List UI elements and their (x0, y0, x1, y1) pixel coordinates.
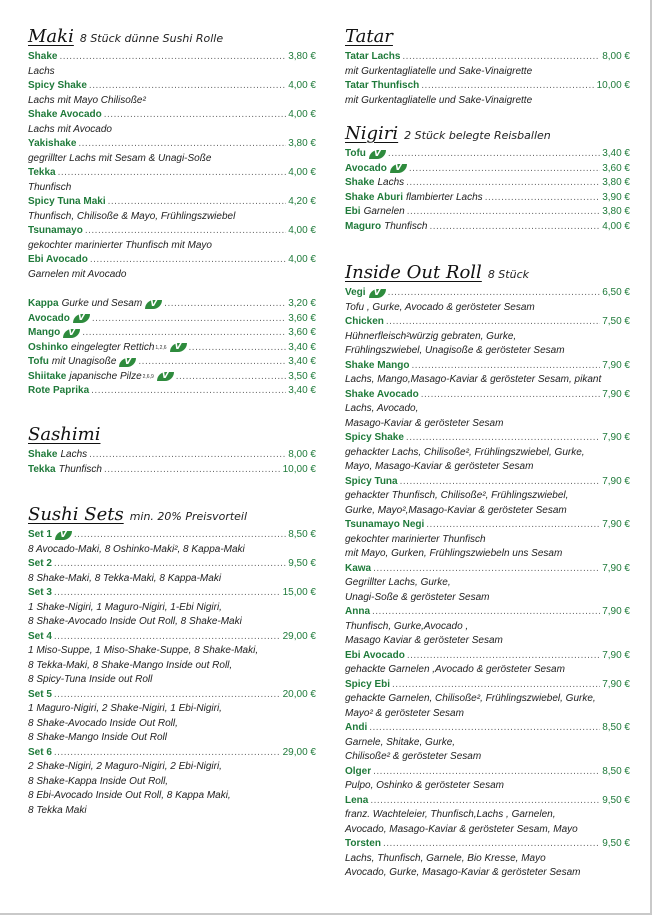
maki-vegetarian-list (28, 297, 316, 399)
leader-dots (426, 518, 600, 533)
item-short-desc: flambierter Lachs (405, 191, 483, 203)
item-name: Torsten (345, 838, 381, 849)
item-short-desc: Gurke und Sesam (61, 298, 143, 309)
leader-dots (407, 205, 600, 220)
menu-item-row (345, 765, 630, 780)
item-price: 7,50 € (602, 316, 630, 327)
leader-dots (54, 586, 281, 601)
leader-dots (421, 79, 594, 94)
leader-dots (409, 162, 600, 177)
item-description: Pulpo, Oshinko & gerösteter Sesam (345, 780, 504, 791)
leader-dots (104, 108, 286, 123)
leader-dots (54, 557, 286, 572)
leader-dots (407, 649, 600, 664)
menu-item-row (28, 630, 316, 645)
leader-dots (406, 176, 600, 191)
item-name: Spicy Shake (28, 80, 87, 91)
item-description: Gurke, Mayo²,Masago-Kaviar & gerösteter Sesam (345, 504, 567, 516)
menu-item-row (28, 297, 316, 312)
item-description: Avocado, Gurke, Masago-Kaviar & gerösteter Sesam (345, 867, 581, 878)
item-price: 3,80 € (602, 177, 630, 188)
menu-item-row (345, 475, 630, 490)
item-price: 3,60 € (602, 162, 630, 174)
item-price: 4,00 € (288, 109, 316, 120)
menu-item-row (345, 721, 630, 736)
item-price: 3,80 € (288, 51, 316, 62)
item-description: 8 Tekka Maki (28, 804, 87, 816)
item-name: Set 2 (28, 558, 52, 569)
leader-dots (54, 688, 281, 703)
item-description: Thunfisch, Chilisoße & Mayo, Frühlingszwiebel (28, 210, 236, 222)
menu-item-row (28, 312, 316, 327)
inside-out-title: Inside Out Roll (345, 262, 482, 283)
item-short-desc: Garnelen (363, 206, 405, 217)
item-name: Yakishake (28, 138, 77, 149)
sets-subtitle: min. 20% Preisvorteil (129, 510, 248, 523)
menu-item-row (345, 678, 630, 693)
item-name: Tekka (28, 463, 56, 475)
leader-dots (421, 388, 600, 403)
item-name: Spicy Shake (345, 432, 404, 443)
item-name: Maguro (345, 220, 382, 232)
item-price: 10,00 € (282, 463, 316, 475)
leader-dots (411, 359, 600, 374)
item-price: 3,60 € (288, 327, 316, 338)
sushi-sets-section (28, 504, 316, 818)
item-description: Mayo² & gerösteter Sesam (345, 707, 464, 719)
item-description: Thunfisch, Gurke,Avocado , (345, 620, 469, 632)
tatar-header (345, 26, 630, 50)
item-description: franz. Wachteleier, Thunfisch,Lachs , Garnelen, (345, 809, 556, 820)
menu-item-row (345, 359, 630, 374)
item-description: 8 Shake-Mango Inside Out Roll (28, 732, 167, 743)
item-price: 29,00 € (282, 630, 316, 642)
item-name: Set 3 (28, 587, 52, 598)
leader-dots (89, 79, 286, 94)
menu-item-row (28, 79, 316, 94)
item-price: 7,90 € (602, 475, 630, 487)
item-name: Set 1 (28, 529, 52, 540)
item-description: Masago Kaviar & gerösteter Sesam (345, 635, 503, 646)
item-price: 6,50 € (602, 287, 630, 298)
menu-item-row (28, 326, 316, 341)
item-name: Tatar Lachs (345, 51, 401, 62)
menu-item-row (345, 837, 630, 852)
item-price: 29,00 € (282, 746, 316, 758)
item-name: Kappa (28, 298, 59, 309)
item-name: Shiitake (28, 370, 67, 382)
menu-item-row (345, 388, 630, 403)
maki-header (28, 26, 316, 50)
item-price: 3,40 € (288, 341, 316, 353)
leader-dots (429, 220, 600, 235)
inside-out-header (345, 262, 630, 286)
menu-item-row (345, 315, 630, 330)
leader-dots (164, 297, 286, 312)
item-name: Set 4 (28, 630, 52, 642)
menu-item-row (28, 688, 316, 703)
item-description: mit Mayo, Gurken, Frühlingszwiebeln uns Sesam (345, 548, 563, 559)
vegetarian-icon (119, 358, 136, 367)
item-price: 7,90 € (602, 678, 630, 690)
menu-item-row (28, 195, 316, 210)
tatar-title: Tatar (345, 26, 393, 47)
leader-dots (108, 195, 287, 210)
item-name: Ebi Avocado (28, 254, 88, 265)
menu-item-row: Shiitake japanische Pilze 2,6,9 V ..... 3,50 € (28, 370, 316, 385)
sets-title: Sushi Sets (28, 504, 124, 525)
vegetarian-icon (145, 300, 162, 309)
item-description: gegrillter Lachs mit Sesam & Unagi-Soße (28, 152, 212, 164)
item-name: Tofu (28, 356, 49, 367)
item-description: Mayo, Masago-Kaviar & gerösteter Sesam (345, 461, 534, 472)
item-price: 9,50 € (288, 558, 316, 569)
item-name: Rote Paprika (28, 385, 90, 396)
item-description: 8 Shake-Avocado Inside Out Roll, (28, 717, 178, 729)
item-name: Mango (28, 327, 61, 338)
menu-item-row (28, 50, 316, 65)
item-name: Lena (345, 794, 369, 806)
vegetarian-icon (369, 150, 386, 159)
item-price: 15,00 € (282, 587, 316, 598)
menu-item-row (28, 463, 316, 478)
leader-dots (406, 431, 600, 446)
item-description: Avocado, Masago-Kaviar & gerösteter Sesam, Mayo (345, 823, 578, 835)
item-description: Lachs mit Avocado (28, 123, 112, 135)
item-name: Shake (345, 177, 375, 188)
item-price: 4,00 € (602, 220, 630, 232)
menu-item-row (28, 448, 316, 463)
item-price: 3,60 € (288, 312, 316, 324)
item-description: gekochter marinierter Thunfisch (345, 533, 486, 545)
item-price: 9,50 € (602, 794, 630, 806)
item-name: Olger (345, 765, 372, 777)
item-name: Shake Aburi (345, 191, 403, 203)
sashimi-header (28, 424, 316, 448)
leader-dots (373, 562, 600, 577)
menu-item-row (28, 586, 316, 601)
leader-dots (373, 765, 600, 780)
spacer (28, 282, 316, 297)
item-name: Ebi Avocado (345, 649, 405, 661)
menu-item-row (345, 147, 630, 162)
menu-item-row (28, 557, 316, 572)
item-price: 3,50 € (288, 370, 316, 382)
menu-item-row (345, 605, 630, 620)
item-price: 8,50 € (288, 529, 316, 540)
item-description: Frühlingszwiebel, Unagisoße & gerösteter Sesam (345, 345, 565, 356)
menu-item-row (345, 649, 630, 664)
leader-dots (388, 147, 600, 162)
item-description: gehackte Garnelen ,Avocado & gerösteter Sesam (345, 664, 565, 675)
item-price: 4,00 € (288, 225, 316, 236)
item-name: Tofu (345, 148, 366, 159)
item-price: 7,90 € (602, 649, 630, 661)
nigiri-header (345, 123, 630, 147)
leader-dots (369, 721, 600, 736)
inside-out-subtitle: 8 Stück (487, 268, 529, 281)
sashimi-title: Sashimi (28, 424, 101, 445)
item-description: gehackte Garnelen, Chilisoße², Frühlingszwiebel, Gurke, (345, 693, 596, 704)
item-price: 3,90 € (602, 191, 630, 203)
item-description: Gegrillter Lachs, Gurke, (345, 577, 451, 588)
menu-item-row (345, 518, 630, 533)
sets-header (28, 504, 316, 528)
item-description: Garnele, Shitake, Gurke, (345, 736, 456, 748)
item-name: Tekka (28, 167, 56, 178)
leader-dots (82, 326, 286, 341)
item-price: 4,00 € (288, 254, 316, 265)
item-name: Avocado (345, 162, 387, 174)
item-name: Chicken (345, 316, 384, 327)
maki-item-list (28, 50, 316, 282)
leader-dots (386, 315, 600, 330)
tatar-item-list (345, 50, 630, 108)
item-price: 3,40 € (288, 385, 316, 396)
item-description: 8 Ebi-Avocado Inside Out Roll, 8 Kappa Maki, (28, 790, 231, 801)
item-name: Set 6 (28, 746, 52, 758)
item-short-desc: Thunfisch (58, 463, 102, 475)
item-name: Tsunamayo (28, 225, 83, 236)
inside-out-section (345, 262, 630, 881)
item-short-desc: Thunfisch (384, 220, 428, 232)
item-name: Spicy Tuna Maki (28, 196, 106, 207)
leader-dots (58, 166, 287, 181)
maki-subtitle: 8 Stück dünne Sushi Rolle (79, 32, 224, 45)
menu-item-row (345, 794, 630, 809)
item-short-desc: Lachs (377, 177, 405, 188)
item-description: Lachs, Mango,Masago-Kaviar & gerösteter Sesam, pikant (345, 374, 602, 385)
item-price: 7,90 € (602, 606, 630, 617)
item-description: Hühnerfleisch²würzig gebraten, Gurke, (345, 330, 517, 342)
item-price: 7,90 € (602, 388, 630, 400)
item-price: 7,90 € (602, 432, 630, 443)
item-price: 7,90 € (602, 359, 630, 371)
item-description: Chilisoße² & gerösteter Sesam (345, 751, 482, 762)
menu-item-row (345, 50, 630, 65)
item-price: 4,00 € (288, 80, 316, 91)
leader-dots (402, 50, 600, 65)
leader-dots (89, 448, 286, 463)
vegetarian-icon (390, 164, 407, 173)
leader-dots (74, 528, 286, 543)
item-name: Set 5 (28, 688, 52, 700)
item-description: Lachs, Avocado, (345, 403, 419, 414)
item-price: 3,20 € (288, 298, 316, 309)
item-name: Tsunamayo Negi (345, 519, 425, 530)
vegetarian-icon (157, 372, 174, 381)
item-description: 8 Tekka-Maki, 8 Shake-Mango Inside out Roll, (28, 659, 233, 671)
item-price: 8,50 € (602, 765, 630, 777)
leader-dots (92, 312, 286, 327)
vegetarian-icon (73, 314, 90, 323)
item-name: Spicy Tuna (345, 475, 398, 487)
sashimi-section (28, 424, 316, 477)
item-short-desc: mit Unagisoße (51, 356, 117, 367)
item-name: Shake Avocado (28, 109, 102, 120)
item-price: 10,00 € (596, 80, 630, 91)
leader-dots (78, 137, 286, 152)
menu-item-row (345, 562, 630, 577)
item-description: gekochter marinierter Thunfisch mit Mayo (28, 239, 212, 251)
leader-dots (59, 50, 286, 65)
item-description: Lachs, Thunfisch, Garnele, Bio Kresse, Mayo (345, 852, 546, 864)
item-name: Shake (28, 51, 58, 62)
item-name: Anna (345, 606, 370, 617)
item-price: 9,50 € (602, 838, 630, 849)
item-price: 20,00 € (282, 688, 316, 700)
menu-item-row (345, 431, 630, 446)
item-description: 1 Miso-Suppe, 1 Miso-Shake-Suppe, 8 Shake-Maki, (28, 645, 259, 656)
menu-item-row: Oshinko eingelegter Rettich 1,2,6 V ..... 3,40 € (28, 341, 316, 356)
item-name: Andi (345, 722, 368, 733)
item-name: Oshinko (28, 341, 69, 353)
nigiri-item-list (345, 147, 630, 234)
item-description: 8 Shake-Maki, 8 Tekka-Maki, 8 Kappa-Maki (28, 572, 222, 584)
item-price: 8,00 € (288, 449, 316, 460)
maki-title: Maki (28, 26, 74, 47)
item-name: Ebi (345, 206, 361, 217)
item-price: 4,20 € (288, 196, 316, 207)
item-price: 3,40 € (288, 356, 316, 367)
vegetarian-icon (170, 343, 187, 352)
menu-item-row (28, 746, 316, 761)
leader-dots (388, 286, 601, 301)
item-description: gehackter Lachs, Chilisoße², Frühlingszwiebel, Gurke, (345, 446, 585, 458)
item-price: 4,00 € (288, 167, 316, 178)
item-description: Lachs mit Mayo Chilisoße² (28, 94, 146, 106)
menu-item-row (28, 253, 316, 268)
item-price: 8,00 € (602, 51, 630, 62)
item-description: Masago-Kaviar & gerösteter Sesam (345, 417, 504, 429)
item-description: 8 Shake-Kappa Inside Out Roll, (28, 775, 169, 787)
inside-out-item-list (345, 286, 630, 881)
item-price: 7,90 € (602, 562, 630, 574)
vegetarian-icon (63, 329, 80, 338)
leader-dots (383, 837, 600, 852)
item-price: 7,90 € (602, 519, 630, 530)
item-description: Unagi-Soße & gerösteter Sesam (345, 591, 490, 603)
item-description: 8 Shake-Avocado Inside Out Roll, 8 Shake-Maki (28, 616, 242, 627)
item-price: 3,80 € (602, 206, 630, 217)
leader-dots (54, 630, 281, 645)
item-name: Kawa (345, 562, 372, 574)
menu-item-row (345, 162, 630, 177)
item-price: 3,40 € (602, 148, 630, 159)
leader-dots (90, 253, 286, 268)
leader-dots (392, 678, 600, 693)
item-short-desc: Lachs (60, 449, 88, 460)
sets-item-list (28, 528, 316, 818)
item-name: Tatar Thunfisch (345, 80, 420, 91)
item-description: 8 Spicy-Tuna Inside out Roll (28, 674, 153, 685)
menu-item-row (28, 137, 316, 152)
item-name: Shake (28, 449, 58, 460)
item-short-desc: japanische Pilze (69, 370, 142, 382)
item-price: 3,80 € (288, 138, 316, 149)
menu-item-row (28, 108, 316, 123)
tatar-section (345, 26, 630, 108)
item-description: 1 Maguro-Nigiri, 2 Shake-Nigiri, 1 Ebi-Nigiri, (28, 703, 222, 714)
nigiri-subtitle: 2 Stück belegte Reisballen (404, 129, 551, 142)
item-name: Vegi (345, 287, 366, 298)
menu-item-row (28, 166, 316, 181)
item-description: Thunfisch (28, 181, 72, 193)
menu-item-row (345, 205, 630, 220)
menu-item-row (345, 191, 630, 206)
leader-dots (138, 355, 286, 370)
menu-item-row (28, 355, 316, 370)
item-description: Lachs (28, 65, 55, 77)
menu-item-row (28, 384, 316, 399)
item-description: gehackter Thunfisch, Chilisoße², Frühlingszwiebel, (345, 490, 569, 501)
leader-dots (400, 475, 601, 490)
item-description: mit Gurkentagliatelle und Sake-Vinaigrette (345, 65, 533, 77)
nigiri-title: Nigiri (345, 123, 399, 144)
sashimi-item-list (28, 448, 316, 477)
vegetarian-icon (369, 289, 386, 298)
leader-dots (54, 746, 281, 761)
menu-item-row (345, 176, 630, 191)
nigiri-section (345, 123, 630, 234)
menu-item-row (345, 79, 630, 94)
leader-dots (91, 384, 286, 399)
item-description: 2 Shake-Nigiri, 2 Maguro-Nigiri, 2 Ebi-Nigiri, (28, 761, 222, 772)
leader-dots (104, 463, 281, 478)
item-description: Tofu , Gurke, Avocado & gerösteter Sesam (345, 301, 535, 313)
item-name: Shake Mango (345, 359, 410, 371)
leader-dots (176, 370, 286, 385)
menu-item-row (345, 286, 630, 301)
menu-item-row (28, 224, 316, 239)
item-name: Avocado (28, 312, 70, 324)
leader-dots (189, 341, 287, 356)
menu-item-row (28, 528, 316, 543)
vegetarian-icon (55, 531, 72, 540)
item-description: 8 Avocado-Maki, 8 Oshinko-Maki², 8 Kappa-Maki (28, 543, 245, 555)
maki-section (28, 26, 316, 399)
item-description: mit Gurkentagliatelle und Sake-Vinaigrette (345, 94, 533, 106)
item-name: Spicy Ebi (345, 678, 391, 690)
leader-dots (372, 605, 600, 620)
menu-item-row (345, 220, 630, 235)
leader-dots (85, 224, 286, 239)
item-description: Garnelen mit Avocado (28, 268, 127, 280)
item-name: Shake Avocado (345, 388, 419, 400)
item-price: 8,50 € (602, 722, 630, 733)
item-short-desc: eingelegter Rettich (71, 341, 155, 353)
leader-dots (485, 191, 601, 206)
leader-dots (370, 794, 600, 809)
item-description: 1 Shake-Nigiri, 1 Maguro-Nigiri, 1-Ebi Nigiri, (28, 601, 222, 613)
